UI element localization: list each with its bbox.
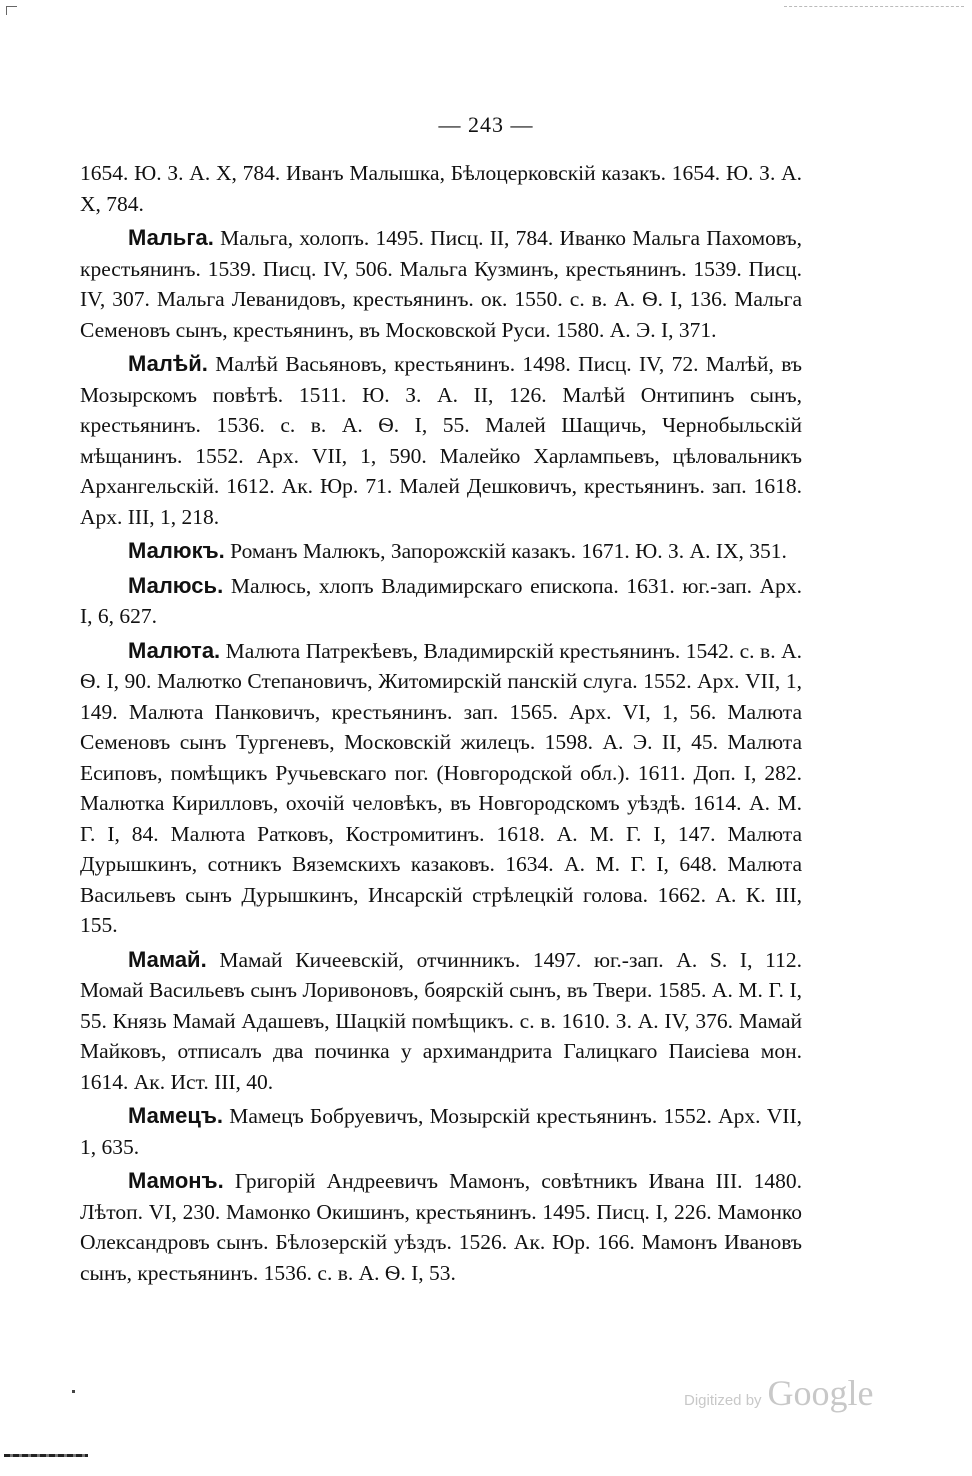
entry-text: Малюта Патрекѣевъ, Владимирскій крестьянинъ. 1542. с. в. А. Ѳ. I, 90. Малютко Степановичъ, Житомирскій панскій слуга. 1552. Арх. VII, 1, 149. Малюта Панковичъ, крестьянинъ. зап. 1565. Арх. VI, 1, 56. Малюта Семеновъ сынъ Тургеневъ, Московскій жилецъ. 1598. А. Э. II, 45. Малюта Есиповъ, помѣщикъ Ручьевскаго пог. (Новгородской обл.). 1611. Доп. I, 282. Малютка Кирилловъ, охочій человѣкъ, въ Новгородскомъ уѣздѣ. 1614. А. М. Г. I, 84. Малюта Ратковъ, Костромитинъ. 1618. А. М. Г. I, 147. Малюта Дурышкинъ, сотникъ Вяземскихъ казаковъ. 1634. А. М. Г. I, 648. Малюта Васильевъ сынъ Дурышкинъ, Инсарскій стрѣлецкій голова. 1662. А. К. III, 155. xyxy=(80,638,802,937)
entry-paragraph xyxy=(80,1101,802,1162)
watermark-brand: Google xyxy=(767,1373,874,1413)
entry-paragraph xyxy=(80,945,802,1098)
entry-text: 1654. Ю. З. А. X, 784. Иванъ Малышка, Бѣлоцерковскій казакъ. 1654. Ю. З. А. X, 784. xyxy=(80,161,802,216)
entry-text: Малюсь, хлопъ Владимирскаго епископа. 1631. юг.-зап. Арх. I, 6, 627. xyxy=(80,573,803,628)
entry-headword: Малюта. xyxy=(128,637,221,663)
entry-headword: Малюкъ. xyxy=(128,538,225,563)
entry-text: Мальга, холопъ. 1495. Писц. II, 784. Иванко Мальга Пахомовъ, крестьянинъ. 1539. Писц. IV, 506. Мальга Кузминъ, крестьянинъ. 1539. Писц. IV, 307. Мальга Леванидовъ, крестьянинъ. ок. 1550. с. в. А. Ѳ. I, 136. Мальга Семеновъ сынъ, крестьянинъ, въ Московской Руси. 1580. А. Э. I, 371. xyxy=(80,226,802,342)
entry-text: Мамай Кичеевскій, отчинникъ. 1497. юг.-зап. А. S. I, 112. Момай Васильевъ сынъ Лоривоновъ, боярскій сынъ, въ Твери. 1585. А. М. Г. I, 55. Князь Мамай Адашевъ, Шацкій помѣщикъ. с. в. 1610. З. А. IV, 376. Мамай Майковъ, отписалъ два починка у архимандрита Галицкаго Паисіева мон. 1614. Ак. Ист. III, 40. xyxy=(80,947,802,1094)
entry-text: Романъ Малюкъ, Запорожскій казакъ. 1671. Ю. З. А. IX, 351. xyxy=(230,539,787,563)
entry-paragraph xyxy=(80,571,802,632)
watermark-prefix: Digitized by xyxy=(684,1392,762,1409)
entry-text: Григорій Андреевичъ Мамонъ, совѣтникъ Ивана III. 1480. Лѣтоп. VI, 230. Мамонко Окишинъ, крестьянинъ. 1495. Писц. I, 226. Мамонко Олександровъ сынъ. Бѣлозерскій уѣздъ. 1526. Ак. Юр. 166. Мамонъ Ивановъ сынъ, крестьянинъ. 1536. с. в. А. Ѳ. I, 53. xyxy=(80,1169,802,1285)
scan-edge-mark xyxy=(4,1454,88,1457)
entry-headword: Малѣй. xyxy=(128,351,208,376)
entry-headword: Малюсь. xyxy=(128,572,224,598)
entry-paragraph xyxy=(80,536,802,567)
page-number: — 243 — xyxy=(438,112,534,137)
scan-speck xyxy=(72,1390,75,1393)
entry-headword: Мамай. xyxy=(128,946,207,972)
entry-headword: Мамецъ. xyxy=(128,1103,224,1128)
dictionary-text xyxy=(80,158,802,1292)
entry-paragraph xyxy=(80,636,802,941)
entry-headword: Мальга. xyxy=(128,225,214,250)
entry-paragraph xyxy=(80,349,802,532)
entry-text: Мамецъ Бобруевичъ, Мозырскій крестьянинъ. 1552. Арх. VII, 1, 635. xyxy=(80,1104,803,1159)
scan-edge-mark xyxy=(784,6,964,7)
scan-corner-mark xyxy=(6,6,17,15)
entry-paragraph xyxy=(80,158,802,219)
entry-headword: Мамонъ. xyxy=(128,1168,224,1193)
digitization-watermark xyxy=(684,1372,874,1412)
entry-paragraph xyxy=(80,223,802,345)
entry-text: Малѣй Васьяновъ, крестьянинъ. 1498. Писц. IV, 72. Малѣй, въ Мозырскомъ повѣтѣ. 1511. Ю. З. А. II, 126. Малѣй Онтипинъ сынъ, крестьянинъ. 1536. с. в. А. Ѳ. I, 55. Малей Шащичь, Чернобыльскій мѣщанинъ. 1552. Арх. VII, 1, 590. Малейко Харлампьевъ, цѣловальникъ Архангельскій. 1612. Ак. Юр. 71. Малей Дешковичъ, крестьянинъ. зап. 1618. Арх. III, 1, 218. xyxy=(80,352,802,529)
entry-paragraph xyxy=(80,1166,802,1288)
